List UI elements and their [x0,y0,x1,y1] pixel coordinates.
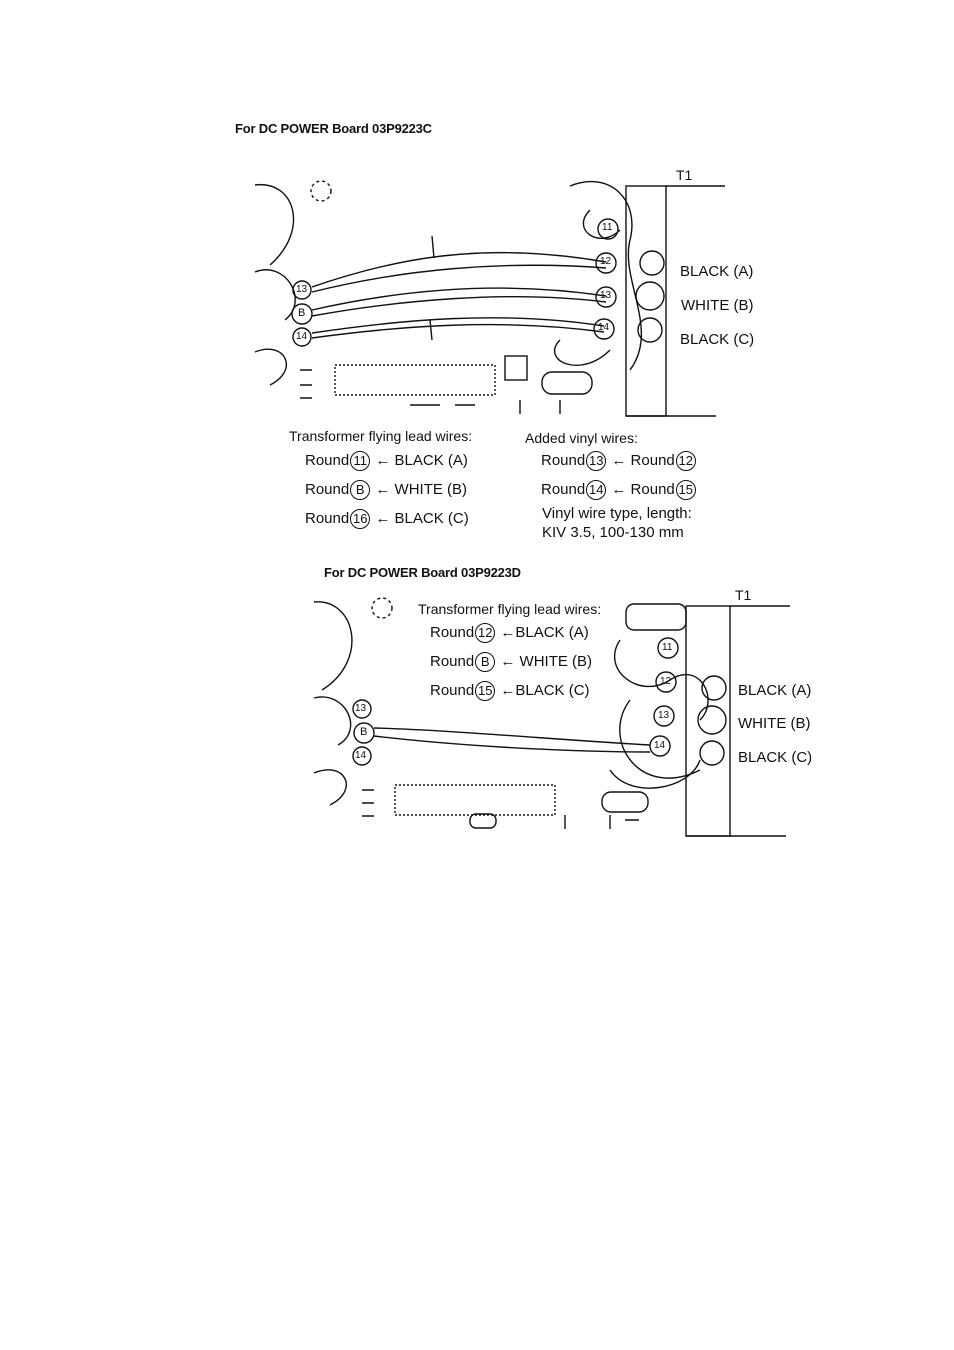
arrow: ← [500,652,516,670]
diagram-d-board-pin-14: 14 [355,750,367,761]
row-text: WHITE (B) [519,652,593,670]
diagram-d-pin-11: 11 [662,642,673,653]
row-text: BLACK (C) [515,681,590,699]
diagram-c-board-pin-14: 14 [296,331,308,342]
arrow: ← [611,451,627,469]
round-number: 15 [676,480,696,500]
diagram-c-vinyl-note-1: Vinyl wire type, length: [542,505,692,522]
diagram-d-pin-12: 12 [660,676,672,687]
round-number: B [350,480,370,500]
diagram-c-right-heading: Added vinyl wires: [525,430,638,446]
round-number: 15 [475,681,495,701]
row-prefix: Round [541,451,586,469]
row-prefix: Round [305,480,350,498]
row-prefix: Round [430,652,475,670]
diagram-c-t1-label: T1 [676,167,693,183]
arrow: ← [611,480,627,498]
diagram-c-vinyl-note-2: KIV 3.5, 100-130 mm [542,524,684,541]
row-prefix: Round [430,681,475,699]
round-number: 12 [676,451,696,471]
diagram-d-row [430,681,590,701]
diagram-d-label-black-c: BLACK (C) [738,749,813,766]
diagram-c-left-heading: Transformer flying lead wires: [289,428,473,444]
diagram-d-title: For DC POWER Board 03P9223D [324,565,521,580]
diagram-d-board-pin-13: 13 [355,703,367,714]
diagram-d-pin-14: 14 [654,740,666,751]
diagram-d-label-white-b: WHITE (B) [738,715,811,732]
row-mid: Round [630,451,675,469]
diagram-d-t1-label: T1 [735,587,752,603]
round-number: B [475,652,495,672]
row-prefix: Round [430,623,475,641]
diagram-d-pin-13: 13 [658,710,670,721]
arrow: ← [375,480,391,498]
diagram-c-label-black-a: BLACK (A) [680,263,754,280]
row-text: BLACK (A) [394,451,468,469]
row-prefix: Round [305,509,350,527]
round-number: 16 [350,509,370,529]
round-number: 12 [475,623,495,643]
diagram-c-pin-13: 13 [600,290,612,301]
arrow: ← [500,623,516,641]
diagram-c-pin-11: 11 [602,222,613,233]
diagram-c-pin-12: 12 [600,256,612,267]
arrow: ← [375,509,391,527]
row-prefix: Round [305,451,350,469]
row-mid: Round [630,480,675,498]
diagram-c-label-black-c: BLACK (C) [680,331,755,348]
diagram-c-title: For DC POWER Board 03P9223C [235,121,432,136]
diagram-d-label-black-a: BLACK (A) [738,682,812,699]
diagram-d-row [430,652,592,672]
round-number: 14 [586,480,606,500]
diagram-c-board-pin-b: B [298,307,306,319]
row-text: BLACK (A) [515,623,589,641]
round-number: 13 [586,451,606,471]
arrow: ← [375,451,391,469]
diagram-c-label-white-b: WHITE (B) [681,297,754,314]
diagram-d-row [430,623,589,643]
row-text: WHITE (B) [394,480,468,498]
diagram-c-board-pin-13: 13 [296,284,308,295]
round-number: 11 [350,451,370,471]
row-prefix: Round [541,480,586,498]
diagram-d-board-pin-b: B [360,726,368,738]
row-text: BLACK (C) [394,509,469,527]
diagram-d-heading: Transformer flying lead wires: [418,601,602,617]
arrow: ← [500,681,516,699]
diagram-c-pin-14: 14 [598,322,610,333]
